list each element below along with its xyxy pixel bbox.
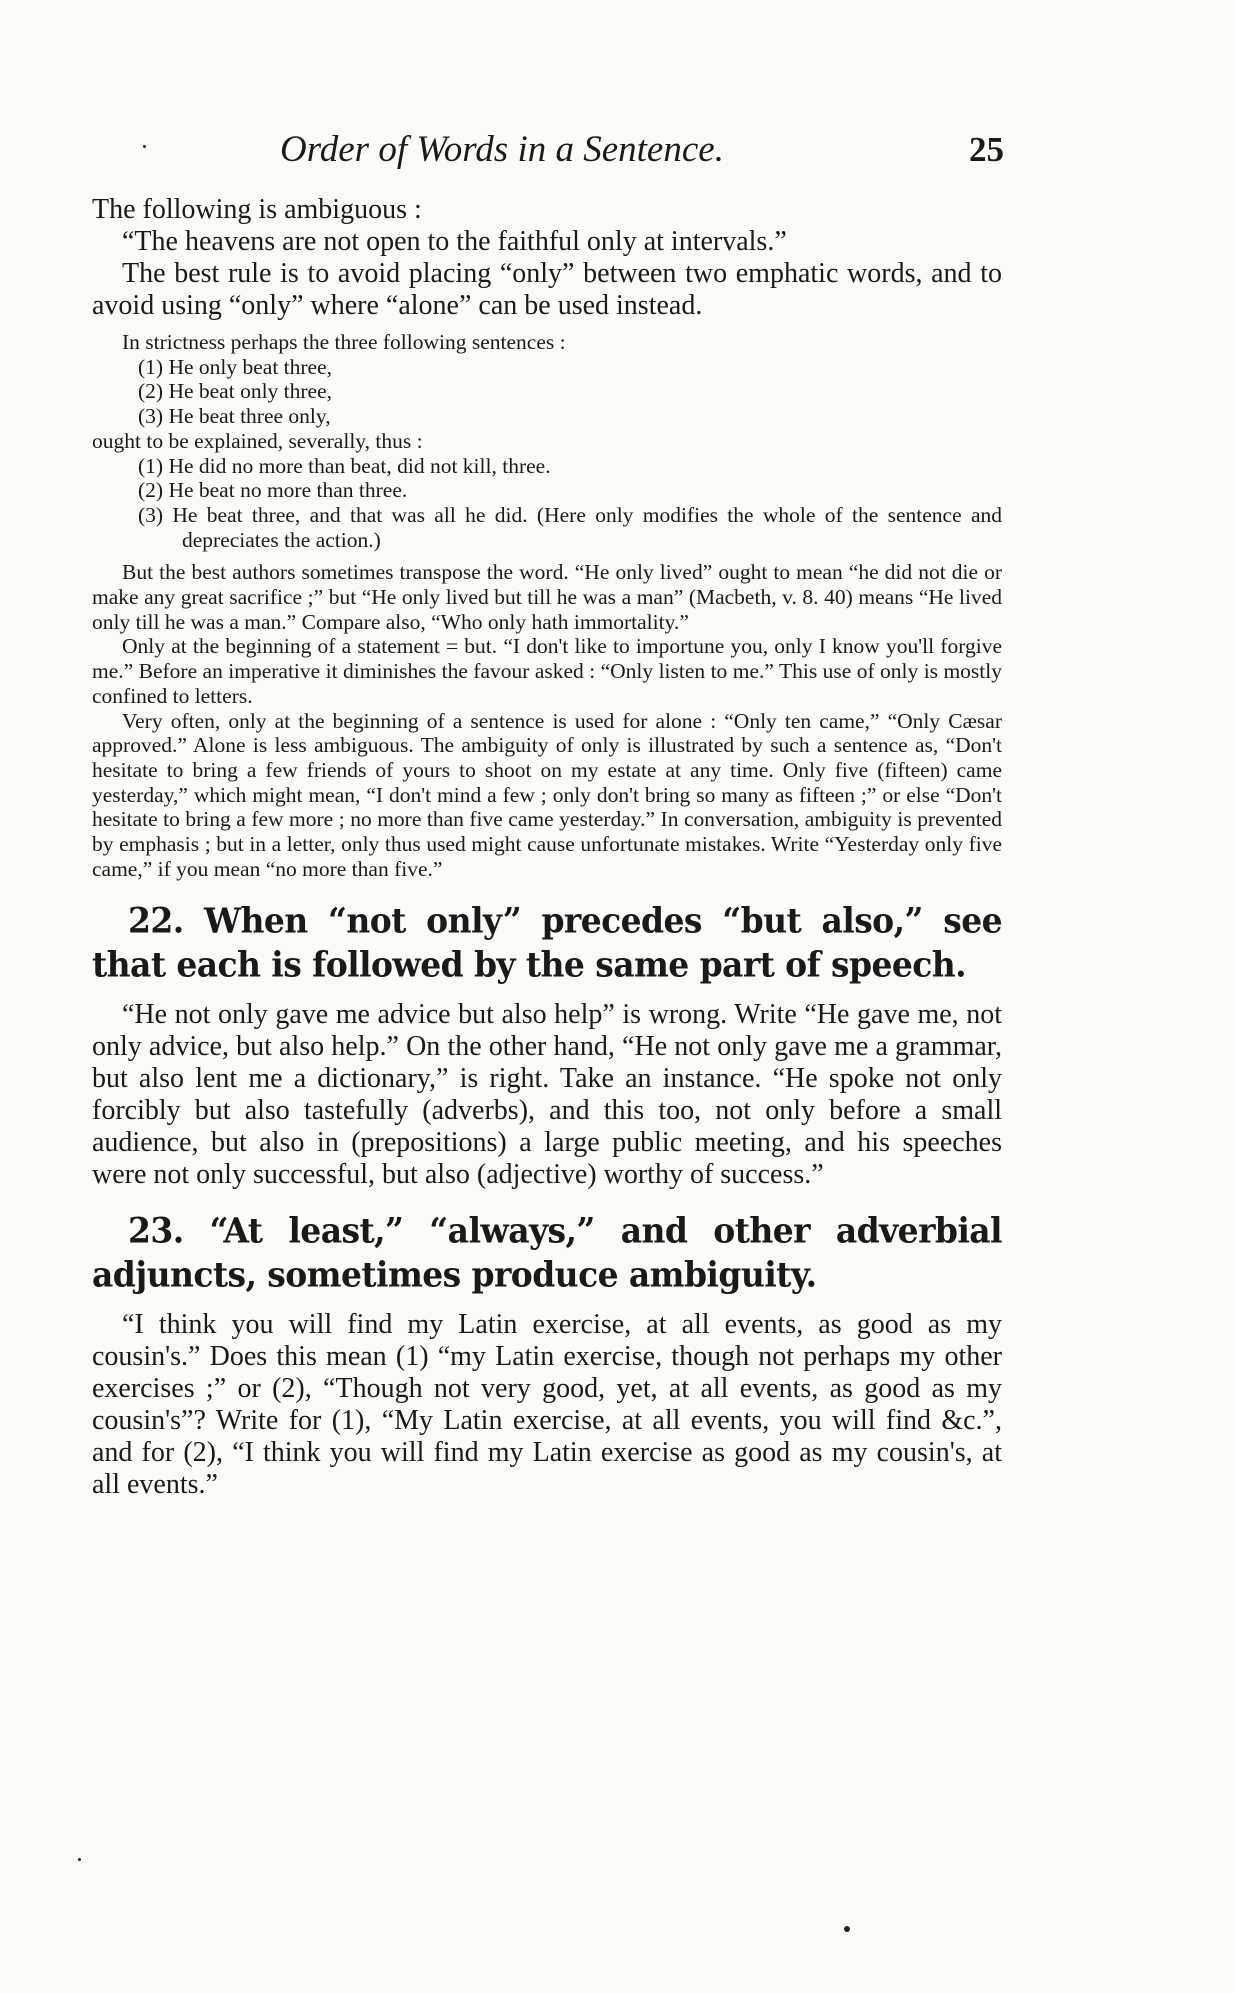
page-header (92, 128, 1002, 180)
running-title: Order of Words in a Sentence. (280, 129, 724, 170)
list-item: (1) He did no more than beat, did not kill, three. (138, 453, 551, 478)
paragraph: “He not only gave me advice but also help” is wrong. Write “He gave me, not only advice, but also help.” On the other hand, “He not only gave me a grammar, but also lent me a dictionary,” is right. Take an instance. “He spoke not only forcibly but also tastefully (adverbs), and this too, not only before a small audience, but also in (prepositions) a large public meeting, and his speeches were not only successful, but also (adjective) worthy of success.” (92, 999, 1002, 1191)
paragraph: In strictness perhaps the three following sentences : (122, 330, 566, 354)
page-number: 25 (969, 130, 1004, 169)
list-item: (3) He beat three, and that was all he did. (Here only modifies the whole of the sentence and depreciates the action.) (138, 502, 1002, 552)
quotation: “The heavens are not open to the faithful only at intervals.” (122, 226, 787, 257)
paragraph: But the best authors sometimes transpose the word. “He only lived” ought to mean “he did not die or make any great sacrifice ;” but “He only lived but till he was a man” (Macbeth, v. 8. 40) means “He lived only till he was a man.” Compare also, “Who only hath immortality.” (92, 560, 1002, 634)
paragraph: The best rule is to avoid placing “only” between two emphatic words, and to avoid using “only” where “alone” can be used instead. (92, 258, 1002, 321)
list-item: (2) He beat only three, (138, 379, 333, 404)
list-item: (2) He beat no more than three. (138, 478, 408, 503)
paragraph: Very often, only at the beginning of a sentence is used for alone : “Only ten came,” “Only Cæsar approved.” Alone is less ambiguous. The ambiguity of only is illustrated by such a sentence as, “Don't hesitate to bring a few friends of yours to shoot on my estate at any time. Only five (fifteen) came yesterday,” which might mean, “I don't mind a few ; only don't bring so many as fifteen ;” or else “Don't hesitate to bring a few more ; no more than five came yesterday.” In conversation, ambiguity is prevented by emphasis ; but in a letter, only thus used might cause unfortunate mistakes. Write “Yesterday only five came,” if you mean “no more than five.” (92, 708, 1002, 881)
list-item: (1) He only beat three, (138, 354, 333, 379)
book-page (92, 128, 1002, 1501)
section-heading-22: 22. When “not only” precedes “but also,” see that each is followed by the same part of speech. (92, 900, 1002, 986)
print-speck (143, 145, 146, 148)
print-speck (844, 1926, 850, 1932)
paragraph: “I think you will find my Latin exercise, at all events, as good as my cousin's.” Does this mean (1) “my Latin exercise, though not perhaps my other exercises ;” or (2), “Though not very good, yet, at all events, as good as my cousin's”? Write for (1), “My Latin exercise, at all events, you will find &c.”, and for (2), “I think you will find my Latin exercise as good as my cousin's, at all events.” (92, 1309, 1002, 1501)
paragraph: The following is ambiguous : (92, 194, 422, 225)
paragraph: ought to be explained, severally, thus : (92, 428, 423, 453)
print-speck (78, 1858, 81, 1861)
paragraph: Only at the beginning of a statement = but. “I don't like to importune you, only I know you'll forgive me.” Before an imperative it diminishes the favour asked : “Only listen to me.” This use of only is mostly confined to letters. (92, 634, 1002, 708)
section-heading-23: 23. “At least,” “always,” and other adverbial adjuncts, sometimes produce ambiguity. (92, 1210, 1002, 1296)
list-item: (3) He beat three only, (138, 404, 331, 429)
